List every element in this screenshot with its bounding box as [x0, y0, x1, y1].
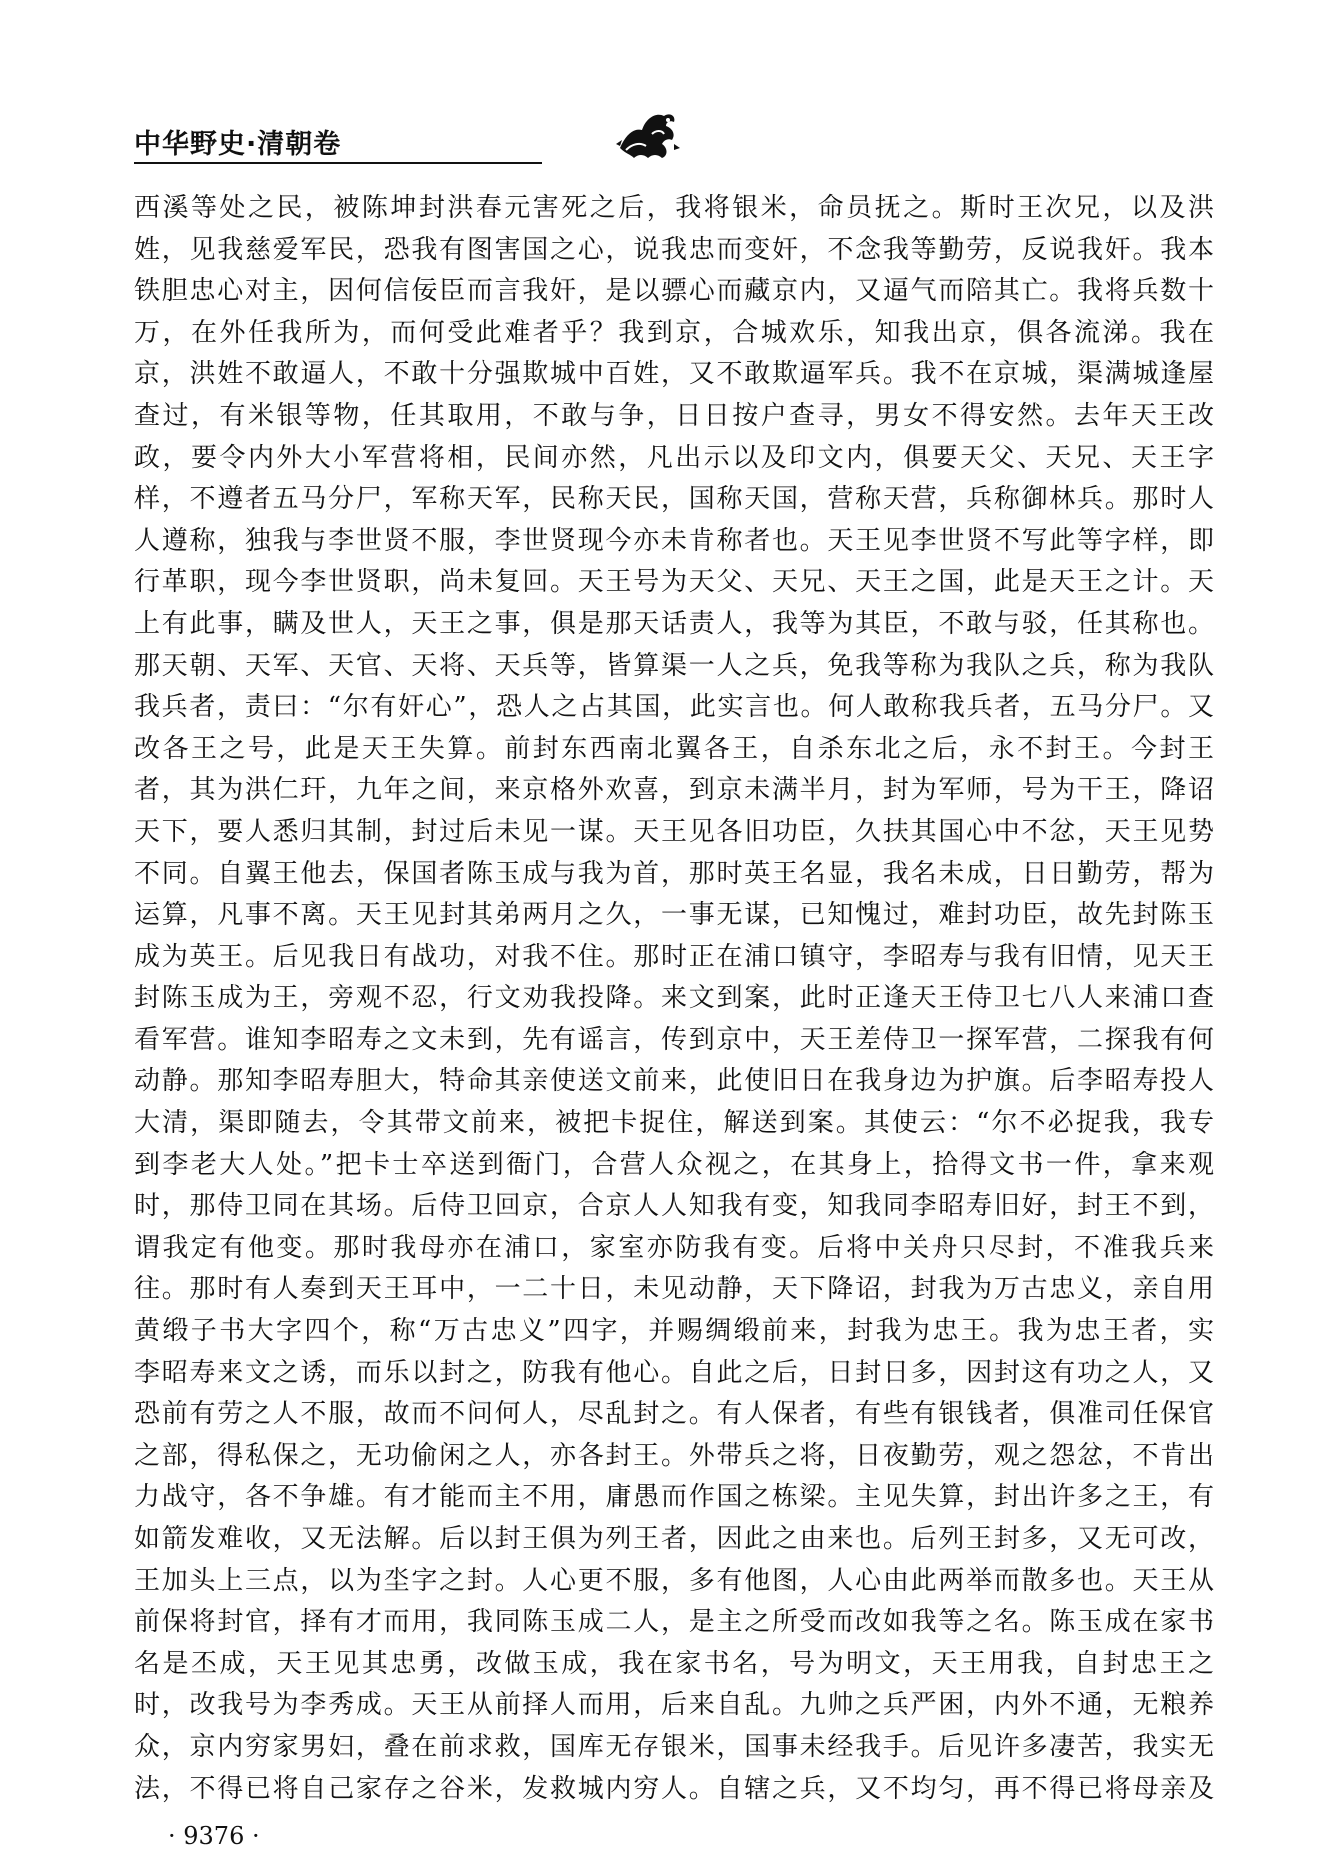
- body-text: [134, 188, 1214, 1810]
- text-line: 姓，见我慈爱军民，恐我有图害国之心，说我忠而变奸，不念我等勤劳，反说我奸。我本: [134, 234, 1214, 265]
- text-line: 政，要令内外大小军营将相，民间亦然，凡出示以及印文内，俱要天父、天兄、天王字: [134, 442, 1214, 473]
- text-line: 京，洪姓不敢逼人，不敢十分强欺城中百姓，又不敢欺逼军兵。我不在京城，渠满城逢屋: [134, 359, 1214, 390]
- text-line: 样，不遵者五马分尸，军称天军，民称天民，国称天国，营称天营，兵称御林兵。那时人: [134, 484, 1214, 515]
- text-line: 黄缎子书大字四个，称“万古忠义”四字，并赐绸缎前来，封我为忠王。我为忠王者，实: [134, 1316, 1214, 1347]
- text-line: 众，京内穷家男妇，叠在前求救，国库无存银米，国事未经我手。后见许多凄苦，我实无: [134, 1731, 1214, 1762]
- header-rule: [134, 162, 542, 164]
- text-line: 成为英王。后见我日有战功，对我不住。那时正在浦口镇守，李昭寿与我有旧情，见天王: [134, 941, 1214, 972]
- dragon-emblem-icon: [612, 104, 682, 164]
- text-line: 我兵者，责曰：“尔有奸心”，恐人之占其国，此实言也。何人敢称我兵者，五马分尸。又: [134, 692, 1214, 723]
- text-line: 法，不得已将自己家存之谷米，发救城内穷人。自辖之兵，又不均匀，再不得已将母亲及: [134, 1773, 1214, 1804]
- text-line: 那天朝、天军、天官、天将、天兵等，皆算渠一人之兵，免我等称为我队之兵，称为我队: [134, 650, 1214, 681]
- text-line: 力战守，各不争雄。有才能而主不用，庸愚而作国之栋梁。主见失算，封出许多之王，有: [134, 1482, 1214, 1513]
- text-line: 往。那时有人奏到天王耳中，一二十日，未见动静，天下降诏，封我为万古忠义，亲自用: [134, 1274, 1214, 1305]
- text-line: 之部，得私保之，无功偷闲之人，亦各封王。外带兵之将，日夜勤劳，观之怨忿，不肯出: [134, 1440, 1214, 1471]
- text-line: 封陈玉成为王，旁观不忍，行文劝我投降。来文到案，此时正逢天王侍卫七八人来浦口查: [134, 983, 1214, 1014]
- text-line: 人遵称，独我与李世贤不服，李世贤现今亦未肯称者也。天王见李世贤不写此等字样，即: [134, 525, 1214, 556]
- text-line: 看军营。谁知李昭寿之文未到，先有谣言，传到京中，天王差侍卫一探军营，二探我有何: [134, 1024, 1214, 1055]
- text-line: 上有此事，瞒及世人，天王之事，俱是那天话责人，我等为其臣，不敢与驳，任其称也。: [134, 608, 1214, 639]
- text-line: 者，其为洪仁玕，九年之间，来京格外欢喜，到京未满半月，封为军师，号为干王，降诏: [134, 775, 1214, 806]
- text-line: 大清，渠即随去，令其带文前来，被把卡捉住，解送到案。其使云：“尔不必捉我，我专: [134, 1108, 1214, 1139]
- page-number: · 9376 ·: [168, 1822, 260, 1850]
- text-line: 铁胆忠心对主，因何信佞臣而言我奸，是以骠心而藏京内，又逼气而陪其亡。我将兵数十: [134, 276, 1214, 307]
- text-line: 李昭寿来文之诱，而乐以封之，防我有他心。自此之后，日封日多，因封这有功之人，又: [134, 1357, 1214, 1388]
- text-line: 如箭发难收，又无法解。后以封王俱为列王者，因此之由来也。后列王封多，又无可改，: [134, 1524, 1214, 1554]
- text-line: 运算，凡事不离。天王见封其弟两月之久，一事无谋，已知愧过，难封功臣，故先封陈玉: [134, 900, 1214, 931]
- text-line: 到李老大人处。”把卡士卒送到衙门，合营人众视之，在其身上，拾得文书一件，拿来观: [134, 1149, 1214, 1180]
- text-line: 谓我定有他变。那时我母亦在浦口，家室亦防我有变。后将中关舟只尽封，不准我兵来: [134, 1232, 1214, 1263]
- text-line: 行革职，现今李世贤职，尚未复回。天王号为天父、天兄、天王之国，此是天王之计。天: [134, 567, 1214, 598]
- page-header: [134, 122, 1214, 162]
- text-line: 时，改我号为李秀成。天王从前择人而用，后来自乱。九帅之兵严困，内外不通，无粮养: [134, 1690, 1214, 1721]
- text-line: 天下，要人悉归其制，封过后未见一谋。天王见各旧功臣，久扶其国心中不忿，天王见势: [134, 816, 1214, 847]
- text-line: 时，那侍卫同在其场。后侍卫回京，合京人人知我有变，知我同李昭寿旧好，封王不到，: [134, 1191, 1214, 1222]
- text-line: 西溪等处之民，被陈坤封洪春元害死之后，我将银米，命员抚之。斯时王次兄，以及洪: [134, 193, 1214, 223]
- text-line: 名是丕成，天王见其忠勇，改做玉成，我在家书名，号为明文，天王用我，自封忠王之: [134, 1648, 1214, 1679]
- text-line: 查过，有米银等物，任其取用，不敢与争，日日按户查寻，男女不得安然。去年天王改: [134, 400, 1214, 431]
- running-title: 中华野史·清朝卷: [134, 129, 342, 160]
- text-line: 改各王之号，此是天王失算。前封东西南北翼各王，自杀东北之后，永不封王。今封王: [134, 733, 1214, 764]
- text-line: 动静。那知李昭寿胆大，特命其亲使送文前来，此使旧日在我身边为护旗。后李昭寿投人: [134, 1066, 1214, 1097]
- text-line: 恐前有劳之人不服，故而不问何人，尽乱封之。有人保者，有些有银钱者，俱准司任保官: [134, 1399, 1214, 1430]
- text-line: 不同。自翼王他去，保国者陈玉成与我为首，那时英王名显，我名未成，日日勤劳，帮为: [134, 858, 1214, 889]
- text-line: 王加头上三点，以为坔字之封。人心更不服，多有他图，人心由此两举而散多也。天王从: [134, 1565, 1214, 1596]
- text-line: 前保将封官，择有才而用，我同陈玉成二人，是主之所受而改如我等之名。陈玉成在家书: [134, 1607, 1214, 1638]
- text-line: 万，在外任我所为，而何受此难者乎？我到京，合城欢乐，知我出京，俱各流涕。我在: [134, 317, 1214, 348]
